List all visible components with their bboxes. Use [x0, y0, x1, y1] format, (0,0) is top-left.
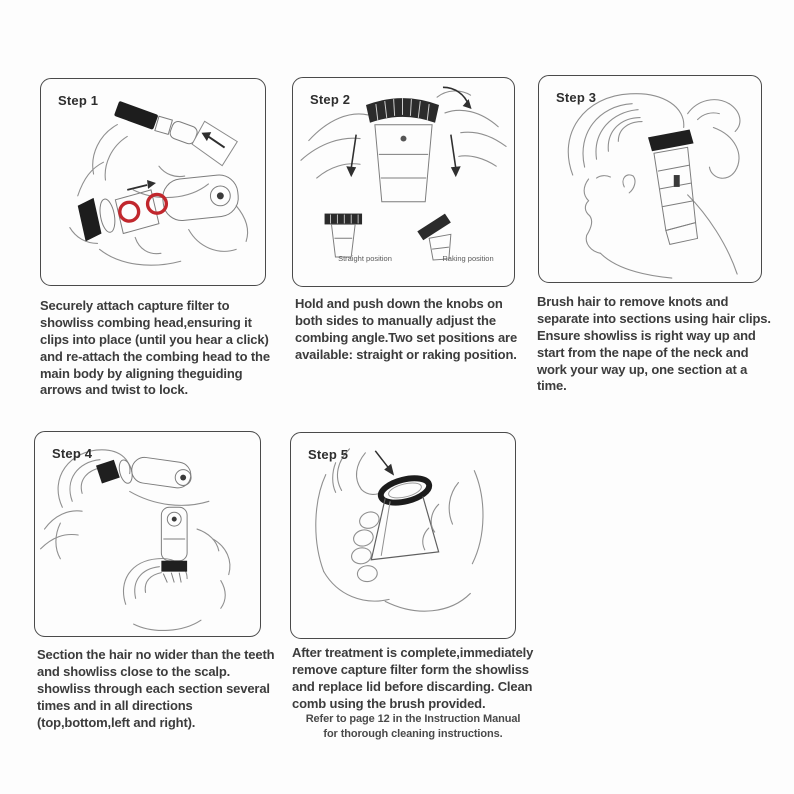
- step-1-panel: [40, 78, 266, 286]
- raking-position-label: Raking position: [442, 254, 494, 263]
- device-alignment-figure: [78, 173, 240, 241]
- device-on-head-figure: [648, 129, 698, 244]
- left-hand-sketch: [316, 449, 389, 601]
- straight-position-label: Straight position: [338, 254, 392, 263]
- right-hand-sketch: [385, 471, 483, 612]
- step-2-label: Step 2: [310, 92, 351, 107]
- head-profile-sketch: [568, 94, 740, 278]
- step-5-illustration: [291, 433, 515, 638]
- scene-bottom-sketch: [123, 529, 229, 630]
- straight-position-figure: [325, 214, 362, 257]
- step-5-panel: [290, 432, 516, 639]
- step-1-caption: Securely attach capture filter to showliss combing head,ensuring it clips into place (until you hear a click) and re-attach the combing head to the main body by aligning theguiding arrows and twist to lock.: [40, 298, 270, 398]
- capture-filter-card: [189, 120, 240, 168]
- step-3-caption: Brush hair to remove knots and separate into sections using hair clips. Ensure showliss is right way up and start from the nape of the neck and work your way up, one section at a time.: [537, 294, 771, 394]
- step-4-label: Step 4: [52, 446, 93, 461]
- step-4-panel: [34, 431, 261, 637]
- cleaning-instructions-note: Refer to page 12 in the Instruction Manual for thorough cleaning instructions.: [305, 713, 521, 740]
- step-1-label: Step 1: [58, 93, 99, 108]
- step-5-caption: After treatment is complete,immediately remove capture filter form the showliss and replace lid before discarding. Clean comb using the brush provided.: [292, 645, 534, 711]
- device-adjust-figure: [366, 98, 439, 202]
- step-4-caption: Section the hair no wider than the teeth and showliss close to the scalp. showliss through each section several times and in all directions (top,bottom,left and right).: [37, 647, 275, 730]
- step-3-label: Step 3: [556, 90, 597, 105]
- down-arrow-icon: [384, 464, 394, 476]
- red-highlight-circle-left: [120, 202, 139, 221]
- scene-top-sketch: [41, 450, 209, 559]
- device-horizontal-figure: [96, 456, 192, 490]
- step-4-illustration: [35, 432, 260, 636]
- step-2-panel: [292, 77, 515, 287]
- down-arrow-left-icon: [346, 166, 356, 177]
- step-2-caption: Hold and push down the knobs on both sides to manually adjust the combing angle.Two set positions are available: straight or raking position.: [295, 296, 518, 362]
- filter-lid-rim: [378, 474, 431, 507]
- device-vertical-figure: [161, 507, 187, 582]
- raking-position-figure: [417, 214, 451, 260]
- capture-filter-figure: [371, 474, 438, 560]
- down-arrow-right-icon: [451, 166, 461, 177]
- step-5-label: Step 5: [308, 447, 349, 462]
- step-1-illustration: [41, 79, 265, 285]
- remove-arrow: [375, 451, 394, 476]
- device-filter-attach-figure: [111, 91, 240, 167]
- twist-arrow-icon: [147, 180, 156, 189]
- step-3-illustration: [539, 76, 761, 282]
- step-3-panel: [538, 75, 762, 283]
